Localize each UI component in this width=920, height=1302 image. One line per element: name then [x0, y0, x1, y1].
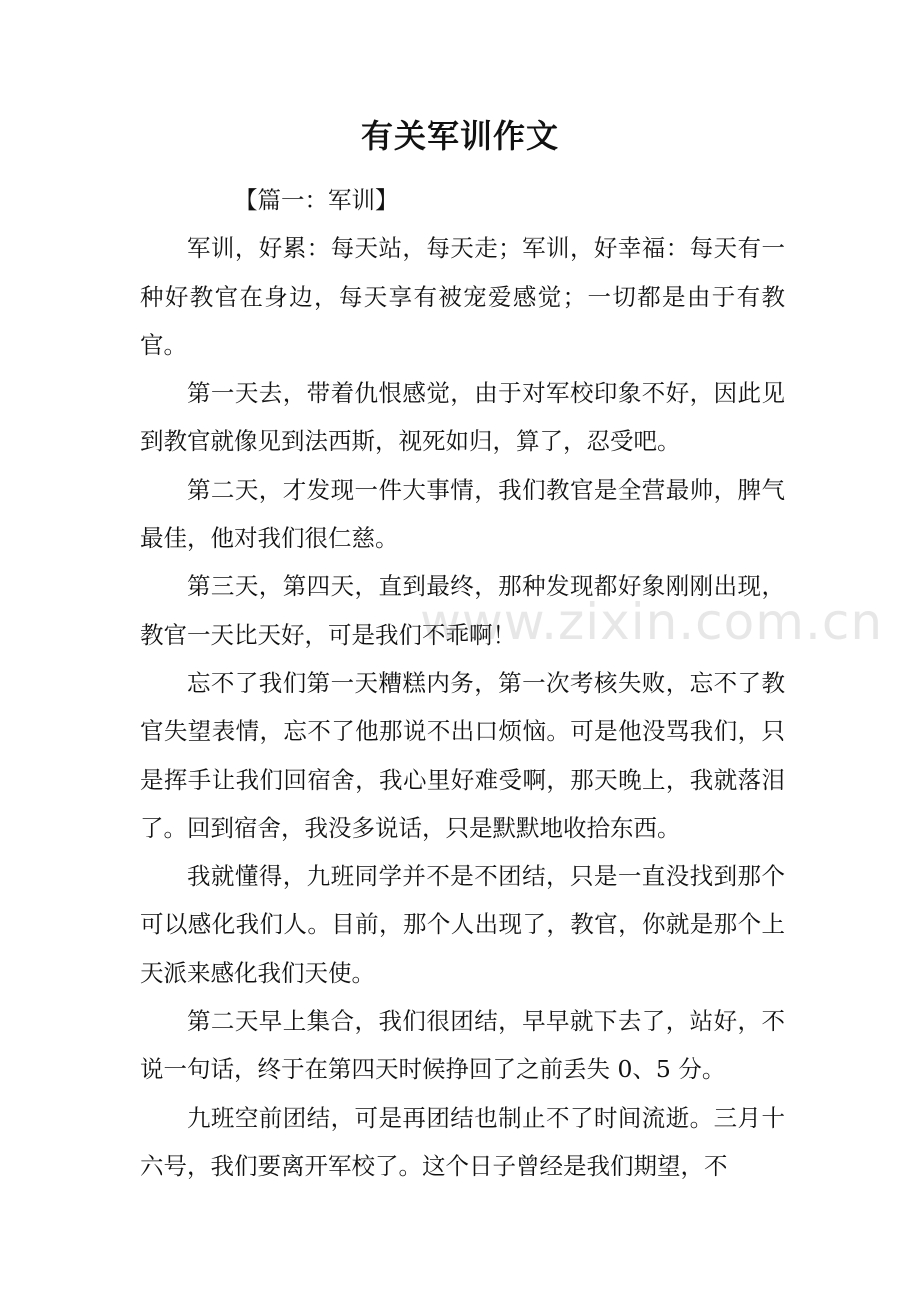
paragraph: 第二天早上集合，我们很团结，早早就下去了，站好，不说一句话，终于在第四天时候挣回了之前丢失 0、5 分。 — [140, 1007, 785, 1084]
paragraph: 第三天，第四天，直到最终，那种发现都好象刚刚出现，教官一天比天好，可是我们不乖啊！ — [140, 572, 785, 649]
document-title: 有关军训作文 — [360, 117, 559, 155]
paragraph: 军训，好累：每天站，每天走；军训，好幸福：每天有一种好教官在身边，每天享有被宠爱感觉；一切都是由于有教官。 — [140, 234, 785, 359]
paragraph: 我就懂得，九班同学并不是不团结，只是一直没找到那个可以感化我们人。目前，那个人出现了，教官，你就是那个上天派来感化我们天使。 — [140, 862, 785, 987]
section-heading: 【篇一：军训】 — [234, 186, 399, 214]
document-body — [140, 176, 785, 1190]
paragraph: 九班空前团结，可是再团结也制止不了时间流逝。三月十六号，我们要离开军校了。这个日子曾经是我们期望，不 — [140, 1103, 785, 1180]
paragraph: 忘不了我们第一天糟糕内务，第一次考核失败，忘不了教官失望表情，忘不了他那说不出口烦恼。可是他没骂我们，只是挥手让我们回宿舍，我心里好难受啊，那天晚上，我就落泪了。回到宿舍，我没多说话，只是默默地收拾东西。 — [140, 668, 785, 842]
watermark: www.zixin.com.cn — [420, 593, 884, 651]
paragraph: 第二天，才发现一件大事情，我们教官是全营最帅，脾气最佳，他对我们很仁慈。 — [140, 475, 785, 553]
paragraph: 第一天去，带着仇恨感觉，由于对军校印象不好，因此见到教官就像见到法西斯，视死如归，算了，忍受吧。 — [140, 379, 785, 456]
